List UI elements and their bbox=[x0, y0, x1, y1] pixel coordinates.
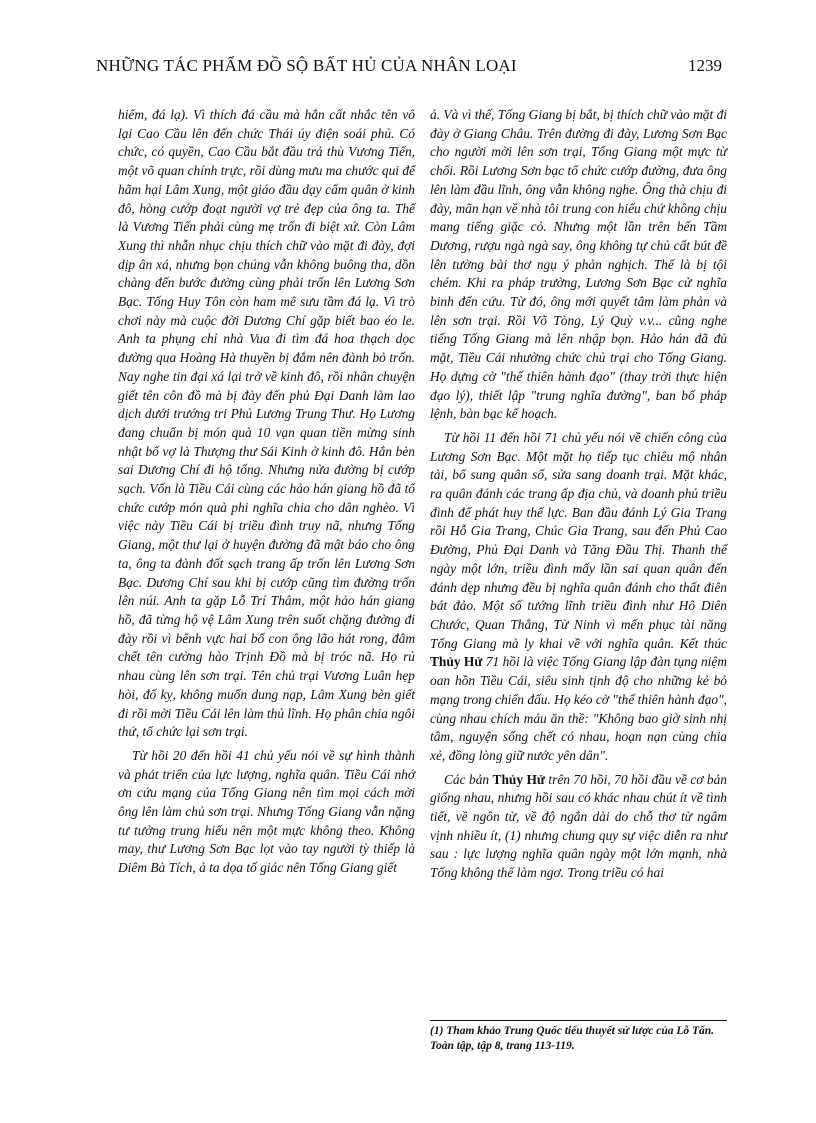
running-title: NHỮNG TÁC PHẨM ĐỒ SỘ BẤT HỦ CỦA NHÂN LOẠI bbox=[96, 56, 517, 75]
right-paragraph-3-head: Các bản bbox=[444, 771, 490, 787]
right-paragraph-3-tail: trên 70 hồi, 70 hồi đầu về cơ bản giống nhau, nhưng hồi sau có khác nhau chút ít về tình tiết, về ngôn từ, về độ ngắn dài do chỗ thơ từ ngâm vịnh nhiều ít, (1) nhưng chung quy sự việc diễn ra như sau : lực lượng nghĩa quân ngày một lớn mạnh, nhà Tống không thể làm ngơ. Trong triều có hai bbox=[430, 771, 727, 881]
left-paragraph-2: Từ hồi 20 đến hồi 41 chủ yếu nói về sự hình thành và phát triển của lực lượng, nghĩa quân. Tiều Cái nhớ ơn cứu mạng của Tống Giang nên tìm mọi cách mời ông lên làm chủ sơn trại. Nhưng Tống Giang vẫn nặng tư tưởng trung hiếu nên một mực không theo. Không may, thư Lương Sơn Bạc lọt vào tay người tỳ thiếp là Diêm Bà Tích, ả ta dọa tố giác nên Tống Giang giết bbox=[118, 747, 415, 876]
footnote-divider bbox=[430, 1020, 727, 1021]
right-paragraph-1: ả. Và vì thế, Tống Giang bị bắt, bị thích chữ vào mặt đi đày ở Giang Châu. Trên đường đi đày, Lương Sơn Bạc cho người mời lên sơn trại, Tống Giang một mực từ chối. Rồi Lương Sơn bạc tổ chức cướp đường, đưa ông lên làm đầu lĩnh, ông vẫn không nghe. Ông thà chịu đi đày, mãn hạn về nhà tôi trung con hiếu chứ không chịu mang tiếng giặc cỏ. Nhưng một lần trên bến Tầm Dương, rượu ngà ngà say, ông không tự chủ cất bút đề lên tường bài thơ ngụ ý phản nghịch. Thế là bị tội chém. Khi ra pháp trường, Lương Sơn Bạc cử nghĩa binh đến cứu. Từ đó, ông mới quyết tâm làm phản và lên sơn trại. Rồi Võ Tòng, Lý Quỳ v.v... cũng nghe tiếng Tống Giang mà lên nhập bọn. Hảo hán đã đủ mặt, Tiều Cái nhường chức chủ trại cho Tống Giang. Họ dựng cờ "thế thiên hành đạo" (thay trời thực hiện đạo lý), thiết lập "trung nghĩa đường", ban bố pháp lệnh, bàn bạc kế hoạch. bbox=[430, 107, 727, 422]
book-title-thuy-hu: Thủy Hử bbox=[430, 654, 483, 670]
right-paragraph-2-tail: 71 hồi là việc Tống Giang lập đàn tụng niệm oan hồn Tiều Cái, siêu sinh tịnh độ cho những kẻ bỏ mạng trong chiến đấu. Họ kéo cờ "thế thiên hành đạo", cùng nhau chích máu ăn thề: "Không bao giờ sinh nhị tâm, nguyện sống chết có nhau, hoạn nạn cùng chia xẻ, đồng lòng giữ nước yên dân". bbox=[430, 654, 728, 763]
page-header bbox=[96, 56, 722, 86]
book-title-thuy-hu-2: Thủy Hử bbox=[492, 771, 545, 787]
right-paragraph-2-text: Từ hồi 11 đến hồi 71 chủ yếu nói về chiến công của Lương Sơn Bạc. Một mặt họ tiếp tục chiêu mộ nhân tài, bổ sung quân số, sửa sang doanh trại. Mặt khác, ra quân đánh các trang ấp địa chủ, và doanh phủ triều đình để phát huy thế lực. Ban đầu đánh Lý Gia Trang rồi Hỗ Gia Trang, Chúc Gia Trang, sau đến Phủ Cao Đường, Phủ Đại Danh và Tăng Đầu Thị. Thanh thế ngày một lớn, triều đình mấy lần sai quan quân đến đánh dẹp nhưng đều bị nghĩa quân đánh cho thất điên bát đảo. Một số tướng lĩnh triều đình như Hô Diên Chước, Quan Thắng, Từ Ninh vì mến phục tài năng Tống Giang mà ly khai về với nghĩa quân. Kết thúc bbox=[430, 429, 727, 651]
right-paragraph-2 bbox=[430, 429, 727, 766]
left-column bbox=[118, 106, 415, 878]
page-number: 1239 bbox=[688, 56, 722, 75]
footnote: (1) Tham khảo Trung Quốc tiểu thuyết sử lược của Lỗ Tấn. Toàn tập, tập 8, trang 113-119. bbox=[430, 1025, 715, 1052]
left-paragraph-1: hiểm, đá lạ). Vì thích đá cầu mà hắn cất nhắc tên vô lại Cao Cầu lên đến chức Thái úy điện soái phủ. Có chức, có quyền, Cao Cầu bắt đầu trả thù Vương Tiến, một võ quan chính trực, rồi dùng mưu ma chước qui để hãm hại Lâm Xung, một giáo đầu dạy cấm quân ở kinh đô, hòng cướp đoạt người vợ trẻ đẹp của ông ta. Thế là Vương Tiến phải cùng mẹ trốn đi biệt xứ. Còn Lâm Xung thì nhẫn nhục chịu thích chữ vào mặt đi đày, đợi dịp ân xá, nhưng bọn chúng vẫn không buông tha, dồn chàng đến bước đường cùng phải trốn lên Lương Sơn Bạc. Tống Huy Tôn còn ham mê sưu tầm đá lạ. Vì trò chơi này mà cuộc đời Dương Chí gặp biết bao éo le. Anh ta phụng chỉ nhà Vua đi tìm đá hoa thạch dọc đường qua Hoàng Hà thuyền bị đắm nên đành bỏ trốn. Nay nghe tin đại xá lại trở về kinh đô, rồi nhân chuyện giết tên côn đồ mà bị đày đến phủ Đại Danh làm lao dịch dưới trướng tri Phủ Lương Trung Thư. Họ Lương đang chuẩn bị món quà 10 vạn quan tiền mừng sinh nhật bố vợ là Thượng thư Sái Kinh ở kinh đô. Hắn bèn sai Dương Chí đi hộ tống. Nhưng nửa đường bị cướp sạch. Vốn là Tiều Cái cùng các hảo hán giang hồ đã tổ chức cướp món quà phi nghĩa chia cho dân nghèo. Vì việc này Tiều Cái bị triều đình truy nã, nhưng Tống Giang, một thư lại ở huyện đường đã mật báo cho ông ta, ông ta đành đốt sạch trang ấp trốn lên Lương Sơn Bạc. Dương Chí sau khi bị cướp cũng tìm đường trốn lên núi. Anh ta gặp Lỗ Trí Thâm, một hảo hán giang hồ, đã từng hộ vệ Lâm Xung trên suốt chặng đường đi đày rồi vì bênh vực hai bố con ông lão hát rong, đâm chết tên cường hào Trịnh Đồ mà bị tróc nã. Họ rủ nhau cùng lên sơn trại. Tên chủ trại Vương Luân hẹp hòi, đố kỵ, không muốn dung nạp, Lâm Xung bèn giết đi rồi mời Tiều Cái lên làm thủ lĩnh. Họ phân chia ngôi thứ, tổ chức lại sơn trại. bbox=[118, 107, 415, 740]
right-column bbox=[430, 106, 727, 883]
right-paragraph-3 bbox=[430, 771, 727, 883]
